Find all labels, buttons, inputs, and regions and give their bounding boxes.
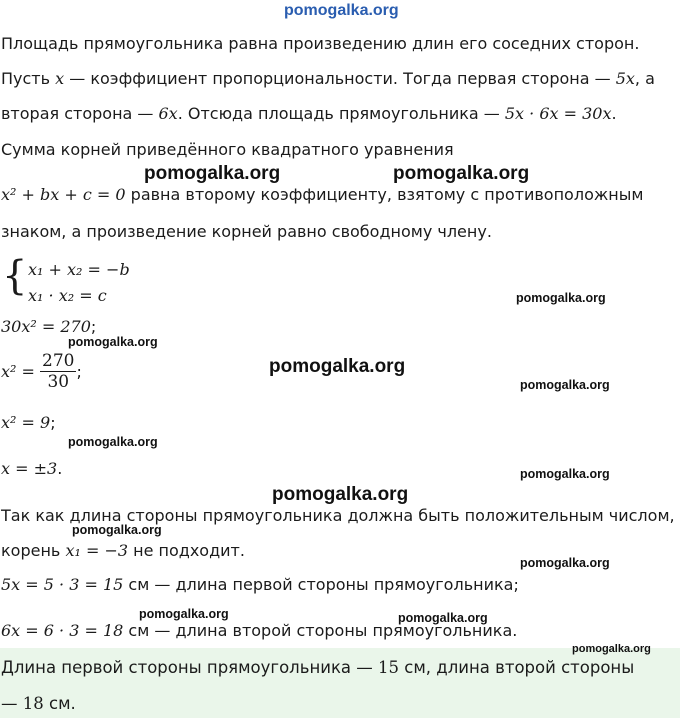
answer-line-2 [1, 693, 76, 715]
text: — коэффициент пропорциональности. Тогда первая сторона — [64, 69, 616, 88]
fraction-denominator: 30 [47, 372, 70, 392]
statement-line-2 [1, 68, 655, 90]
text: знаком, а произведение корней равно свободному члену. [1, 222, 492, 241]
vieta-product: x₁ · x₂ = c [28, 286, 107, 305]
text: см — длина второй стороны прямоугольника. [123, 621, 518, 640]
text: равна второму коэффициенту, взятому с противоположным [125, 185, 644, 204]
equation-2 [1, 351, 82, 392]
statement-line-1 [1, 33, 639, 55]
fraction-numerator: 270 [42, 351, 75, 371]
site-link[interactable]: pomogalka.org [284, 2, 399, 19]
watermark: pomogalka.org [572, 643, 651, 655]
watermark: pomogalka.org [68, 335, 158, 349]
watermark: pomogalka.org [520, 467, 610, 481]
watermark: pomogalka.org [272, 484, 409, 505]
math-quadratic: x² + bx + c = 0 [1, 185, 126, 204]
vieta-sum: x₁ + x₂ = −b [28, 260, 130, 279]
watermark: pomogalka.org [393, 163, 530, 184]
text: Пусть [1, 69, 56, 88]
text: Сумма корней приведённого квадратного уравнения [1, 140, 454, 159]
math: 18 [22, 694, 44, 713]
text: ; [76, 362, 82, 381]
text: см — длина первой стороны прямоугольника; [123, 575, 519, 594]
text: . Отсюда площадь прямоугольника — [177, 104, 505, 123]
text: см. [43, 694, 76, 713]
text: вторая сторона — [1, 104, 159, 123]
text: . [57, 459, 63, 478]
watermark: pomogalka.org [398, 611, 488, 625]
text: ; [50, 413, 56, 432]
statement-line-9 [1, 574, 519, 596]
watermark: pomogalka.org [269, 356, 406, 377]
equation-4 [1, 458, 62, 480]
math: x² = 9 [1, 413, 51, 432]
text: Так как длина стороны прямоугольника должна быть положительным числом, [1, 506, 675, 525]
statement-line-5 [1, 184, 643, 206]
text: см, длина второй стороны [399, 658, 635, 677]
math: x = ±3 [1, 459, 58, 478]
statement-line-4 [1, 139, 454, 161]
system-brace: { [2, 253, 28, 299]
statement-line-3 [1, 103, 617, 125]
statement-line-6 [1, 221, 492, 243]
watermark: pomogalka.org [144, 163, 281, 184]
math-area: 5x · 6x = 30x [504, 104, 612, 123]
text: , а [634, 69, 655, 88]
math: 5x = 5 · 3 = 15 [1, 575, 124, 594]
answer-line-1 [1, 657, 634, 679]
text: ; [90, 317, 97, 336]
text: не подходит. [128, 541, 245, 560]
text: корень [1, 541, 66, 560]
watermark: pomogalka.org [72, 523, 162, 537]
equation-3 [1, 412, 56, 434]
watermark: pomogalka.org [516, 291, 606, 305]
watermark: pomogalka.org [68, 435, 158, 449]
math: x² = [1, 362, 35, 381]
text-l1: Площадь прямоугольника равна произведению длин его соседних сторон. [1, 34, 640, 53]
watermark: pomogalka.org [520, 556, 610, 570]
math: 15 [378, 658, 400, 677]
math: x₁ = −3 [65, 541, 129, 560]
math-5x: 5x [615, 69, 635, 88]
fraction [40, 351, 76, 392]
text: Длина первой стороны прямоугольника — [1, 658, 379, 677]
math-x: x [55, 69, 65, 88]
math-6x: 6x [158, 104, 178, 123]
math: 6x = 6 · 3 = 18 [1, 621, 124, 640]
watermark: pomogalka.org [139, 607, 229, 621]
statement-line-8 [1, 540, 245, 562]
text: . [611, 104, 617, 123]
watermark: pomogalka.org [520, 378, 610, 392]
text: — [1, 694, 23, 713]
math: 30x² = 270 [1, 317, 91, 336]
